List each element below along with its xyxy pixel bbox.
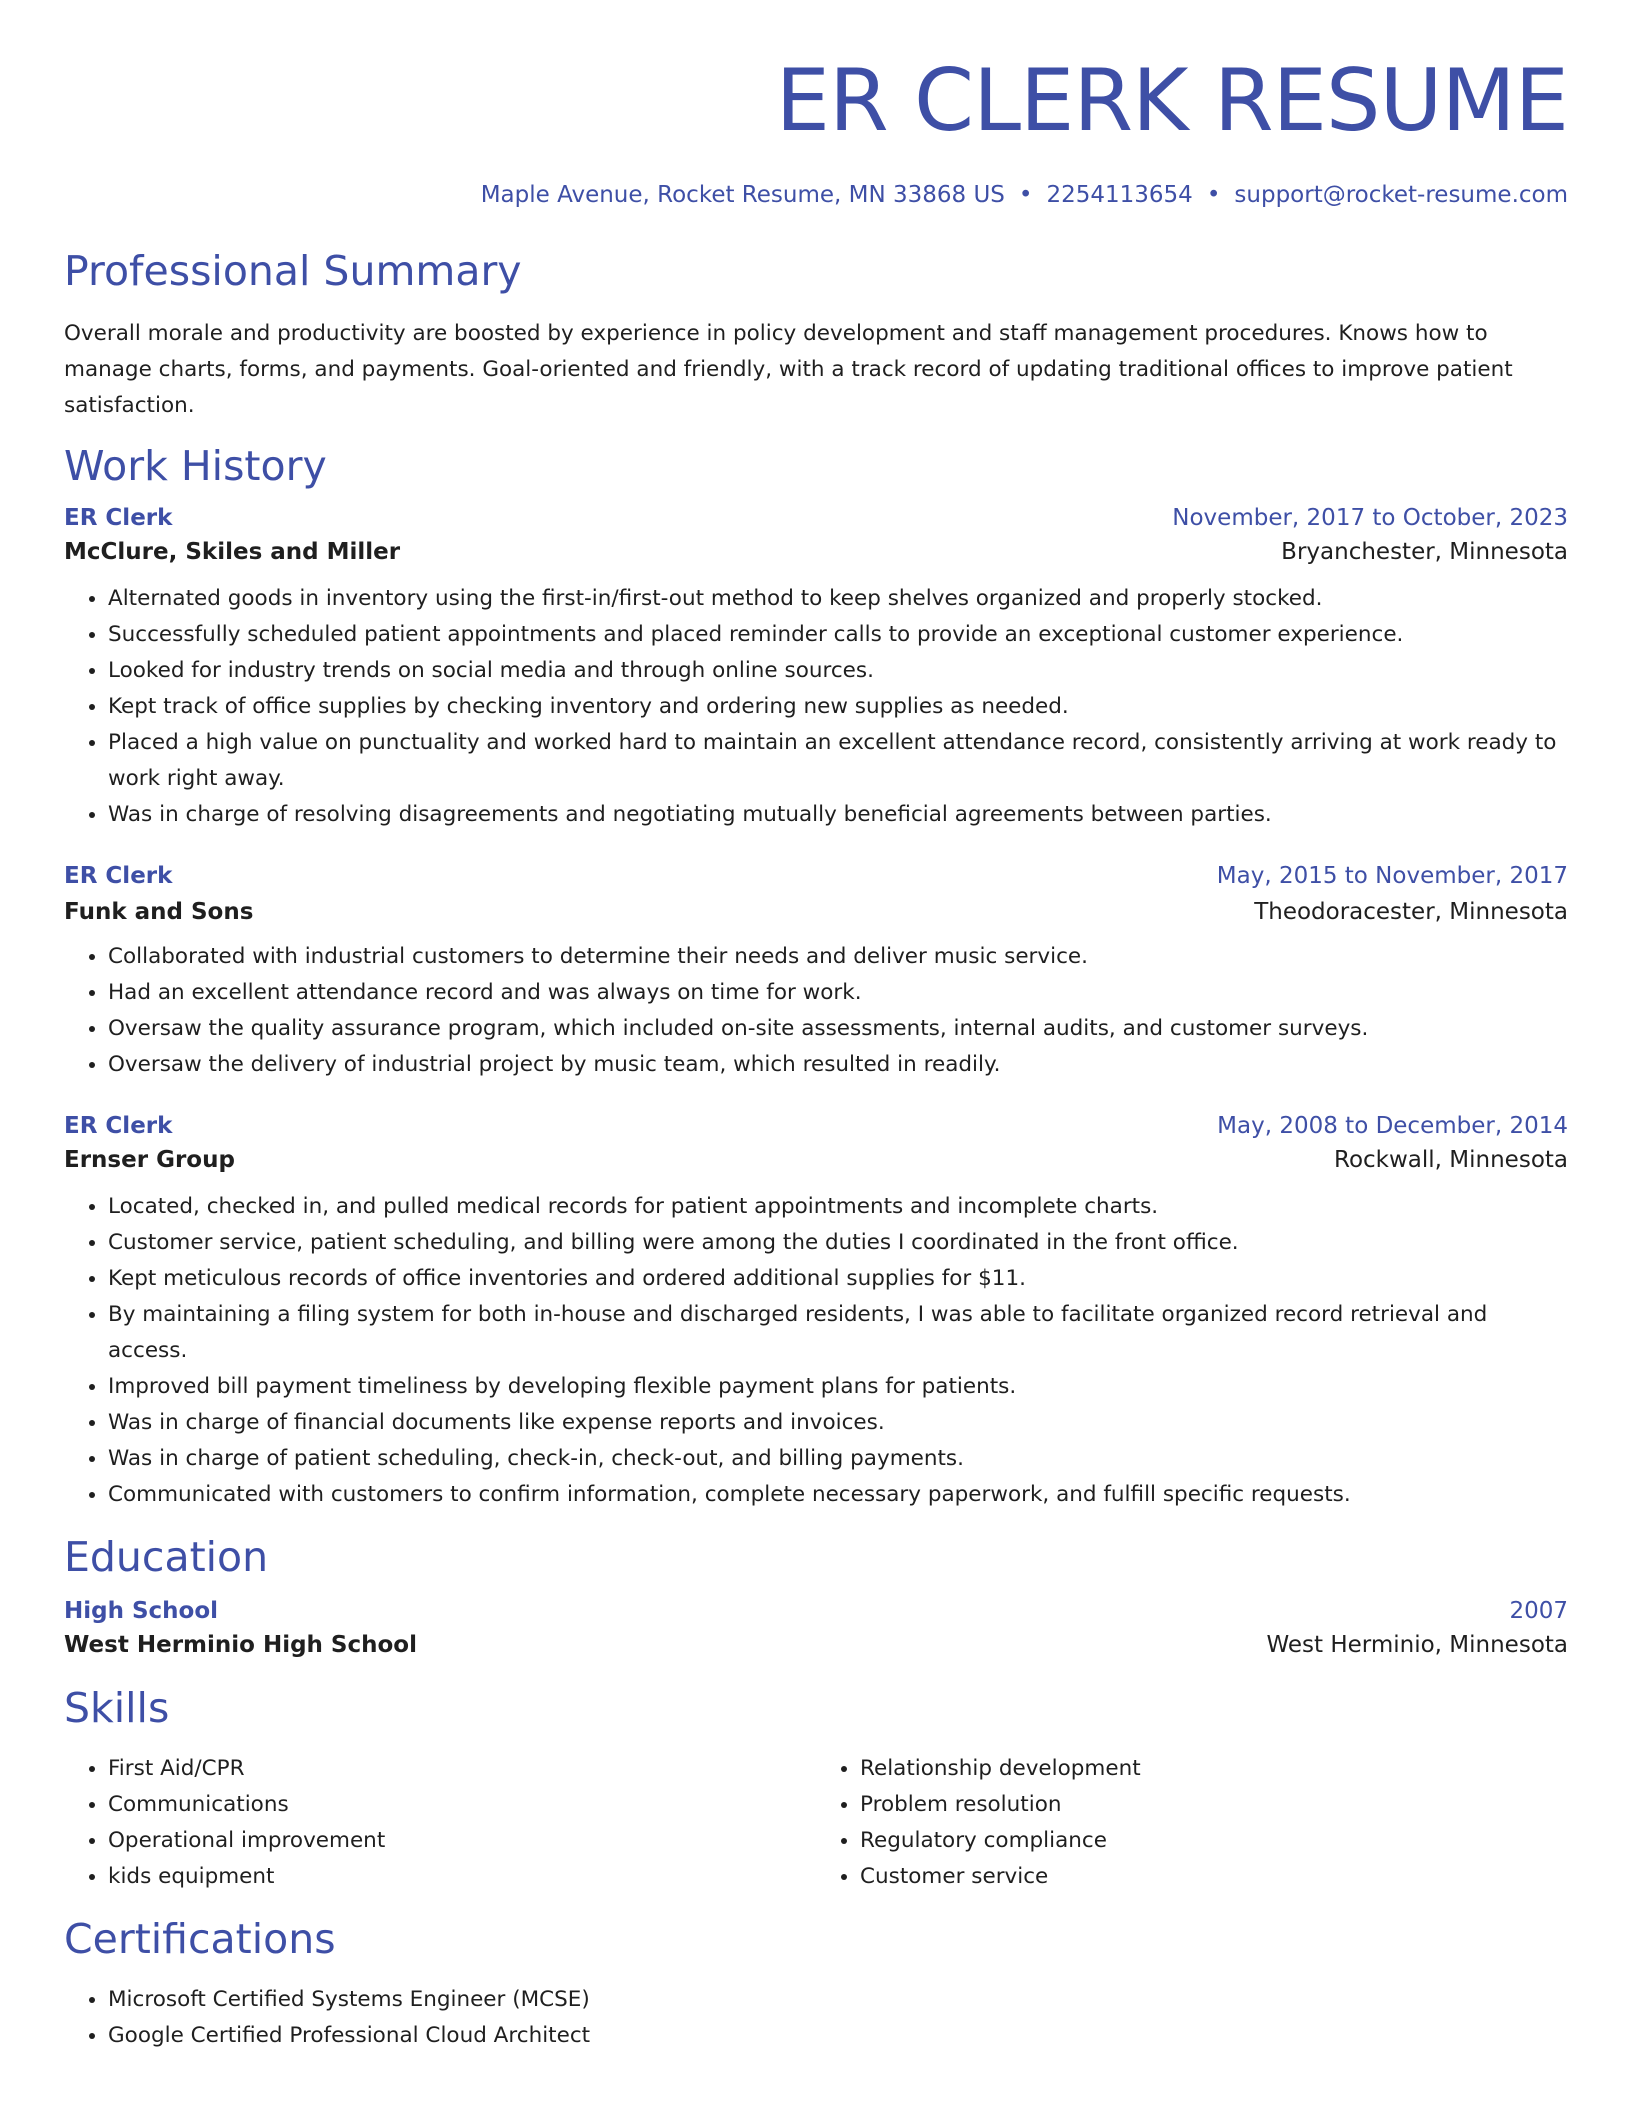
- skills-grid: [64, 1751, 1568, 1895]
- job-dates: November, 2017 to October, 2023: [1172, 505, 1568, 532]
- skill-item: • Problem resolution: [860, 1787, 1568, 1823]
- skill-item: • Communications: [108, 1787, 816, 1823]
- job-title: ER Clerk: [64, 505, 173, 532]
- contact-email: support@rocket-resume.com: [1234, 182, 1568, 208]
- skill-item: • Relationship development: [860, 1751, 1568, 1787]
- job-bullet: • By maintaining a filing system for both in-house and discharged residents, I was able to facilitate organized record retrieval and access.: [108, 1297, 1568, 1369]
- education-school-row: [64, 1632, 1568, 1658]
- skills-right-column: [816, 1751, 1568, 1895]
- job-bullet: • Was in charge of resolving disagreements and negotiating mutually beneficial agreements between parties.: [108, 797, 1568, 833]
- education-school: West Herminio High School: [64, 1632, 417, 1659]
- job-bullet: • Alternated goods in inventory using the first-in/first-out method to keep shelves organized and properly stocked.: [108, 581, 1568, 617]
- job-entry: [64, 1113, 1568, 1513]
- job-bullet: • Kept meticulous records of office inventories and ordered additional supplies for $11.: [108, 1261, 1568, 1297]
- job-company: Ernser Group: [64, 1147, 235, 1174]
- contact-separator: •: [1206, 182, 1221, 208]
- job-bullet: • Improved bill payment timeliness by developing flexible payment plans for patients.: [108, 1369, 1568, 1405]
- resume-title: ER CLERK RESUME: [775, 51, 1568, 151]
- job-bullet: • Collaborated with industrial customers to determine their needs and deliver music service.: [108, 939, 1568, 975]
- education-degree-row: [64, 1598, 1568, 1624]
- skill-item: • kids equipment: [108, 1859, 816, 1895]
- education-location: West Herminio, Minnesota: [1266, 1632, 1568, 1659]
- job-company: Funk and Sons: [64, 899, 254, 926]
- job-bullet: • Kept track of office supplies by checking inventory and ordering new supplies as needed.: [108, 689, 1568, 725]
- job-bullet: • Placed a high value on punctuality and worked hard to maintain an excellent attendance record, consistently arriving at work ready to work right away.: [108, 725, 1568, 797]
- job-bullet: • Communicated with customers to confirm information, complete necessary paperwork, and fulfill specific requests.: [108, 1477, 1568, 1513]
- contact-separator: •: [1018, 182, 1033, 208]
- skill-item: • Regulatory compliance: [860, 1823, 1568, 1859]
- job-dates: May, 2008 to December, 2014: [1217, 1113, 1568, 1140]
- education-heading: Education: [64, 1533, 269, 1582]
- education-degree: High School: [64, 1598, 219, 1625]
- job-bullets: [64, 939, 1568, 1083]
- job-title-row: [64, 863, 1568, 889]
- skill-item: • Operational improvement: [108, 1823, 816, 1859]
- job-bullet: • Successfully scheduled patient appointments and placed reminder calls to provide an exceptional customer experience.: [108, 617, 1568, 653]
- job-bullet: • Looked for industry trends on social media and through online sources.: [108, 653, 1568, 689]
- skill-item: • Customer service: [860, 1859, 1568, 1895]
- job-bullet: • Was in charge of patient scheduling, check-in, check-out, and billing payments.: [108, 1441, 1568, 1477]
- job-title: ER Clerk: [64, 863, 173, 890]
- summary-text: Overall morale and productivity are boosted by experience in policy development and staff management procedures. Knows how to manage charts, forms, and payments. Goal-oriented and friendly, with a track record of updating traditional offices to improve patient satisfaction.: [64, 321, 1513, 419]
- education-year: 2007: [1509, 1598, 1568, 1625]
- contact-phone: 2254113654: [1046, 182, 1193, 208]
- job-bullet: • Oversaw the delivery of industrial project by music team, which resulted in readily.: [108, 1047, 1568, 1083]
- job-company-row: [64, 899, 1568, 925]
- job-bullet: • Was in charge of financial documents like expense reports and invoices.: [108, 1405, 1568, 1441]
- contact-line: [64, 184, 1568, 207]
- skills-left-column: [64, 1751, 816, 1895]
- job-bullet: • Customer service, patient scheduling, and billing were among the duties I coordinated in the front office.: [108, 1225, 1568, 1261]
- summary-heading: Professional Summary: [64, 247, 522, 295]
- job-company: McClure, Skiles and Miller: [64, 539, 401, 566]
- certification-item: • Google Certified Professional Cloud Architect: [108, 2018, 1568, 2054]
- skill-item: • First Aid/CPR: [108, 1751, 816, 1787]
- work-history-heading: Work History: [64, 442, 327, 491]
- job-location: Theodoracester, Minnesota: [1254, 899, 1568, 926]
- job-bullet: • Oversaw the quality assurance program, which included on-site assessments, internal audits, and customer surveys.: [108, 1011, 1568, 1047]
- certification-item: • Microsoft Certified Systems Engineer (MCSE): [108, 1982, 1568, 2018]
- job-bullets: [64, 581, 1568, 833]
- certifications-list: [64, 1982, 1568, 2054]
- resume-page: [64, 0, 1568, 2054]
- skills-heading: Skills: [64, 1684, 170, 1733]
- job-location: Bryanchester, Minnesota: [1281, 539, 1568, 566]
- job-company-row: [64, 1147, 1568, 1173]
- job-company-row: [64, 539, 1568, 565]
- job-location: Rockwall, Minnesota: [1334, 1147, 1568, 1174]
- certifications-heading: Certifications: [64, 1915, 336, 1964]
- job-entry: [64, 505, 1568, 833]
- education-entry: [64, 1598, 1568, 1658]
- contact-address: Maple Avenue, Rocket Resume, MN 33868 US: [480, 182, 1005, 208]
- job-title-row: [64, 1113, 1568, 1139]
- job-entry: [64, 863, 1568, 1083]
- job-bullets: [64, 1189, 1568, 1513]
- job-title: ER Clerk: [64, 1113, 173, 1140]
- job-dates: May, 2015 to November, 2017: [1216, 863, 1568, 890]
- job-title-row: [64, 505, 1568, 531]
- job-bullet: • Had an excellent attendance record and was always on time for work.: [108, 975, 1568, 1011]
- job-bullet: • Located, checked in, and pulled medical records for patient appointments and incomplete charts.: [108, 1189, 1568, 1225]
